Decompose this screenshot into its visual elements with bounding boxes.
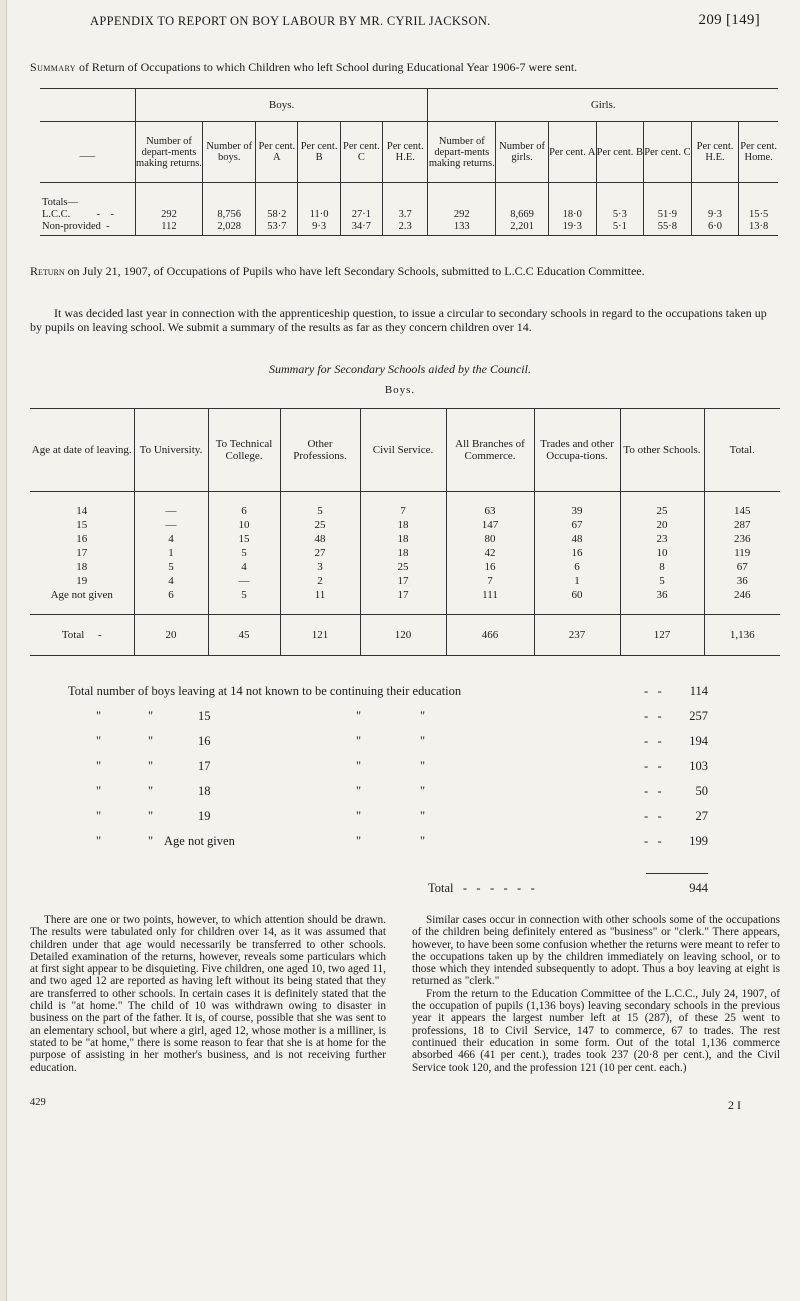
left-column [30, 914, 386, 1074]
list-item: " " 19 " " - - 27 [96, 809, 708, 823]
cell: 11 [280, 588, 360, 615]
summary2-col-header: To Technical College. [208, 409, 280, 492]
cell: 466 [446, 615, 534, 656]
summary2-col-header: Civil Service. [360, 409, 446, 492]
cell: 80 [446, 532, 534, 546]
running-header [90, 14, 760, 29]
cell: 236 [704, 532, 780, 546]
cell: 18 [76, 561, 88, 573]
cell: 6 [134, 588, 208, 615]
list-item: " " Age not given " " - - 199 [96, 834, 708, 848]
cell: 17 [76, 547, 88, 559]
continuing-total [68, 873, 708, 903]
header-title: APPENDIX TO REPORT ON BOY LABOUR BY MR. CYRIL JACKSON. [90, 14, 491, 28]
cell: 23 [620, 532, 704, 546]
summary1-cell: 8,756 2,028 [203, 183, 256, 236]
summary1-cell: 58·2 53·7 [256, 183, 298, 236]
cell: 18 [360, 546, 446, 560]
return-lead: Return [30, 264, 65, 278]
footer-left-number: 429 [30, 1097, 46, 1108]
summary1-cell: 5·3 5·1 [596, 183, 644, 236]
cell: 147 [446, 518, 534, 532]
header-page-number: 209 [149] [698, 12, 760, 28]
cell: 5 [134, 560, 208, 574]
cell: 16 [446, 560, 534, 574]
table-row [30, 574, 780, 588]
continuing-value: 103 [689, 759, 708, 773]
right-column-paragraph-1: Similar cases occur in connection with other schools some of the occupations of the children being definitely entered as "business" or "clerk." There appears, however, to have been some confusion whether the returns were meant to refer to the occupations taken up by the children immediately on leaving school, or to those which they intended subsequently to adopt. Thus a boy leaving at eight is returned as "clerk." [412, 914, 780, 988]
cell: — [208, 574, 280, 588]
cell: 7 [360, 504, 446, 518]
row-label-non-provided: Non-provided - [42, 221, 110, 232]
cell: 5 [280, 504, 360, 518]
cell: 19 [76, 575, 88, 587]
summary1-col-header: Number of girls. [496, 122, 549, 183]
cell: 5 [208, 588, 280, 615]
cell: 67 [704, 560, 780, 574]
summary2-col-header: All Branches of Commerce. [446, 409, 534, 492]
summary1-boys-group: Boys. [135, 89, 428, 122]
summary1-title [30, 60, 577, 75]
page-binding-edge [0, 0, 7, 1301]
return-paragraph [30, 264, 778, 278]
summary1-row-labels [40, 183, 135, 236]
list-item: " " 17 " " - - 103 [96, 759, 708, 773]
right-column [412, 914, 780, 1074]
summary1-girls-group: Girls. [428, 89, 778, 122]
cell: 6 [534, 560, 620, 574]
continuing-age: 19 [198, 809, 211, 823]
cell: 39 [534, 504, 620, 518]
summary1-col-header: Per cent. H.E. [383, 122, 428, 183]
summary1-col-header: Per cent. B [596, 122, 644, 183]
summary1-cell: 27·1 34·7 [340, 183, 382, 236]
summary1-title-lead: Summary [30, 60, 76, 74]
cell: 287 [704, 518, 780, 532]
cell: 145 [704, 504, 780, 518]
cell: 127 [620, 615, 704, 656]
summary1-table [40, 88, 778, 236]
cell: 5 [208, 546, 280, 560]
list-item: " " 15 " " - - 257 [96, 709, 708, 723]
continuing-desc: Total number of boys leaving at 14 not known to be continuing their education [68, 684, 462, 698]
right-column-paragraph-2: From the return to the Education Committee of the L.C.C., July 24, 1907, of the occupation of pupils (1,136 boys) leaving secondary schools in the previous year it appears the largest number left at 15 (287), of these 25 went to professions, 18 to Civil Service, 147 to commerce, 67 to trades. The rest continued their education in some form. Out of the total 1,136 commerce absorbed 466 (41 per cent.), trades took 237 (20·8 per cent.), and the Civil Service took 120, and the profession 121 (10 per cent. each.) [412, 987, 780, 1074]
cell: 7 [446, 574, 534, 588]
summary2-col-header: Trades and other Occupa-tions. [534, 409, 620, 492]
continuing-value: 194 [689, 734, 708, 748]
cell: 42 [446, 546, 534, 560]
table-row [30, 518, 780, 532]
cell: 4 [134, 574, 208, 588]
cell: 18 [360, 532, 446, 546]
cell: 27 [280, 546, 360, 560]
summary1-cell: 3.7 2.3 [383, 183, 428, 236]
continuing-age: 18 [198, 784, 211, 798]
summary1-cell: 11·0 9·3 [298, 183, 340, 236]
table-row [30, 588, 780, 615]
cell: 20 [620, 518, 704, 532]
summary1-corner: ___ [40, 122, 135, 183]
cell: 60 [534, 588, 620, 615]
summary1-col-header: Per cent. C [340, 122, 382, 183]
cell: 14 [76, 505, 88, 517]
summary1-cell: 292 112 [135, 183, 203, 236]
cell: 20 [134, 615, 208, 656]
cell: 6 [208, 504, 280, 518]
cell: 18 [360, 518, 446, 532]
cell: 121 [280, 615, 360, 656]
continuing-total-value: 944 [689, 881, 708, 895]
cell: 4 [208, 560, 280, 574]
cell: 36 [704, 574, 780, 588]
cell: 10 [208, 518, 280, 532]
cell: 5 [620, 574, 704, 588]
cell: 2 [280, 574, 360, 588]
cell: 246 [704, 588, 780, 615]
cell: 1 [534, 574, 620, 588]
summary2-col-header: Age at date of leaving. [30, 409, 134, 492]
summary1-cell: 15·5 13·8 [739, 183, 778, 236]
summary1-cell: 51·9 55·8 [644, 183, 692, 236]
table-spacer [30, 492, 780, 505]
list-item: " " 16 " " - - 194 [96, 734, 708, 748]
summary2-col-header: To other Schools. [620, 409, 704, 492]
total-rule [646, 873, 708, 874]
summary1-col-header: Per cent. H.E. [691, 122, 739, 183]
cell: 16 [76, 533, 88, 545]
continuing-value: 199 [689, 834, 708, 848]
table-row [30, 546, 780, 560]
totals-label: Totals— [42, 197, 79, 208]
cell: 1,136 [704, 615, 780, 656]
continuing-value: 114 [689, 684, 708, 698]
continuing-list [68, 684, 708, 903]
cell: 48 [280, 532, 360, 546]
cell: 120 [360, 615, 446, 656]
left-column-paragraph: There are one or two points, however, to which attention should be drawn. The results were tabulated only for children over 14, as it was assumed that children under that age would necessarily be transferred to other schools. Detailed examination of the returns, however, reveals some particulars which at first sight appear to be disquieting. Five children, one aged 10, two aged 11, and two aged 12 are reported as having left without its being stated that they are transferred to other schools. In certain cases it is definitely stated that the child is "at home." The child of 10 was withdrawn owing to disaster in business on the part of the father. It is, of course, possible that she was sent to an elementary school, but where a girl, aged 12, whose mother is a milliner, is stated to be "at home," there is some reason to fear that she is at home for the purpose of assisting in her mother's business, and is not receiving further education. [30, 914, 386, 1074]
cell: 45 [208, 615, 280, 656]
cell: 237 [534, 615, 620, 656]
table-row [30, 560, 780, 574]
cell: 15 [208, 532, 280, 546]
summary2-col-header: Other Professions. [280, 409, 360, 492]
cell: 119 [704, 546, 780, 560]
summary1-col-header: Per cent. C [644, 122, 692, 183]
summary1-col-header: Per cent. B [298, 122, 340, 183]
cell: 1 [134, 546, 208, 560]
row-label-lcc: L.C.C. - - [42, 209, 115, 220]
cell: 111 [446, 588, 534, 615]
continuing-total-label: Total - - - - - - [428, 881, 535, 895]
summary1-cell: 292 133 [428, 183, 496, 236]
summary1-col-header: Number of depart-ments making returns. [135, 122, 203, 183]
summary1-col-header: Per cent. Home. [739, 122, 778, 183]
continuing-age: Age not given [164, 834, 235, 848]
cell: Total - [30, 615, 134, 656]
circular-paragraph: It was decided last year in connection with the apprenticeship question, to issue a circular to secondary schools in regard to the occupations taken up by pupils on leaving school. We submit a summary of the results as far as they concern children over 14. [30, 306, 767, 334]
cell: 48 [534, 532, 620, 546]
cell: 16 [534, 546, 620, 560]
summary1-cell: 18·0 19·3 [548, 183, 596, 236]
summary1-col-header: Per cent. A [256, 122, 298, 183]
continuing-age: 17 [198, 759, 211, 773]
table-total-row [30, 615, 780, 656]
summary2-table [30, 408, 780, 656]
list-item: Total number of boys leaving at 14 not known to be continuing their education - - 114 [68, 684, 708, 698]
summary1-col-header: Per cent. A [548, 122, 596, 183]
cell: 36 [620, 588, 704, 615]
continuing-age: 16 [198, 734, 211, 748]
cell: 10 [620, 546, 704, 560]
continuing-value: 257 [689, 709, 708, 723]
cell: 25 [620, 504, 704, 518]
summary1-cell: 9·3 6·0 [691, 183, 739, 236]
cell: 8 [620, 560, 704, 574]
table-row [30, 532, 780, 546]
continuing-age: 15 [198, 709, 211, 723]
list-item: " " 18 " " - - 50 [96, 784, 708, 798]
continuing-value: 50 [695, 784, 708, 798]
table-row [30, 504, 780, 518]
summary1-cell: 8,669 2,201 [496, 183, 549, 236]
cell: Age not given [50, 589, 113, 601]
summary2-col-header: To University. [134, 409, 208, 492]
continuing-value: 27 [695, 809, 708, 823]
summary2-col-header: Total. [704, 409, 780, 492]
cell: 63 [446, 504, 534, 518]
summary1-col-header: Number of depart-ments making returns. [428, 122, 496, 183]
cell: 15 [76, 519, 88, 531]
cell: 17 [360, 588, 446, 615]
cell: 25 [360, 560, 446, 574]
summary1-title-rest: of Return of Occupations to which Children who left School during Educational Year 1906-7 were sent. [78, 60, 578, 74]
summary1-col-header: Number of boys. [203, 122, 256, 183]
return-text: on July 21, 1907, of Occupations of Pupils who have left Secondary Schools, submitted to L.C.C Education Committee. [67, 264, 645, 278]
cell: — [134, 504, 208, 518]
summary2-subtitle: Summary for Secondary Schools aided by the Council. [269, 362, 531, 376]
cell: 17 [360, 574, 446, 588]
cell: 25 [280, 518, 360, 532]
cell: 67 [534, 518, 620, 532]
footer-signature-mark: 2 I [728, 1098, 741, 1112]
cell: 3 [280, 560, 360, 574]
cell: — [134, 518, 208, 532]
summary1-corner-blank [40, 89, 135, 122]
summary2-boys-heading: Boys. [384, 384, 416, 396]
cell: 4 [134, 532, 208, 546]
